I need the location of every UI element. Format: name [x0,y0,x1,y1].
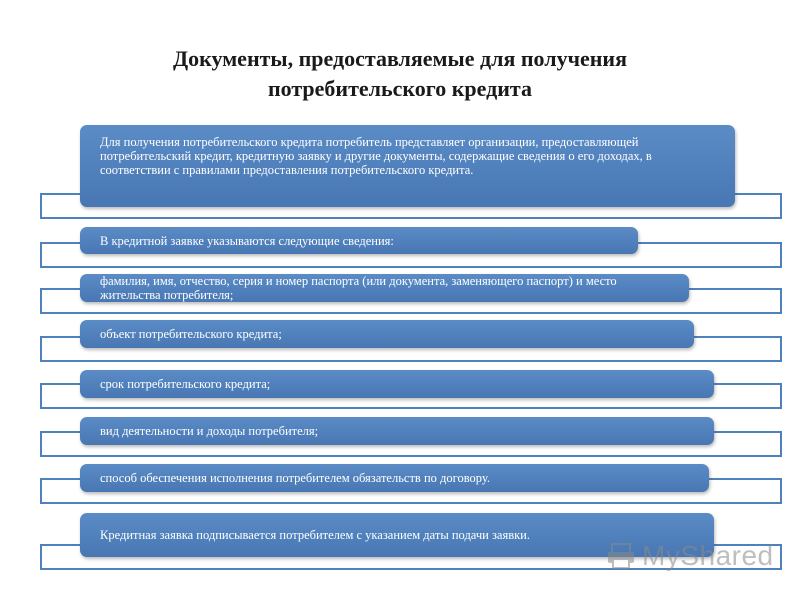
title-line-2: потребительского кредита [267,76,533,101]
list-item-credit-term [80,370,714,398]
list-item-text: фамилия, имя, отчество, серия и номер паспорта (или документа, заменяющего паспорт) и место жительства потребителя; [100,274,617,302]
list-item-text: объект потребительского кредита; [100,327,282,341]
page-title [0,44,800,104]
list-item-text: Для получения потребительского кредита потребитель представляет организации, предоставляющей потребительский кредит, кредитную заявку и другие документы, содержащие сведения о его доходах, в соответствии с правилами предоставления потребительского кредита. [100,135,652,177]
title-line-1: Документы, предоставляемые для получения [172,46,628,71]
list-item-text: способ обеспечения исполнения потребителем обязательств по договору. [100,471,490,485]
list-item-income [80,417,714,445]
watermark-text: MyShared [642,540,774,571]
list-item-application-header [80,227,638,254]
list-item-credit-object [80,320,694,348]
list-item-text: вид деятельности и доходы потребителя; [100,424,319,438]
list-item-intro [80,125,735,207]
list-item-text: Кредитная заявка подписывается потребителем с указанием даты подачи заявки. [100,528,530,542]
list-item-text: В кредитной заявке указываются следующие сведения: [100,233,394,248]
printer-icon [606,541,636,571]
list-item-personal-data [80,274,689,302]
watermark [606,536,774,576]
list-item-text: срок потребительского кредита; [100,377,271,391]
list-item-security [80,464,709,492]
